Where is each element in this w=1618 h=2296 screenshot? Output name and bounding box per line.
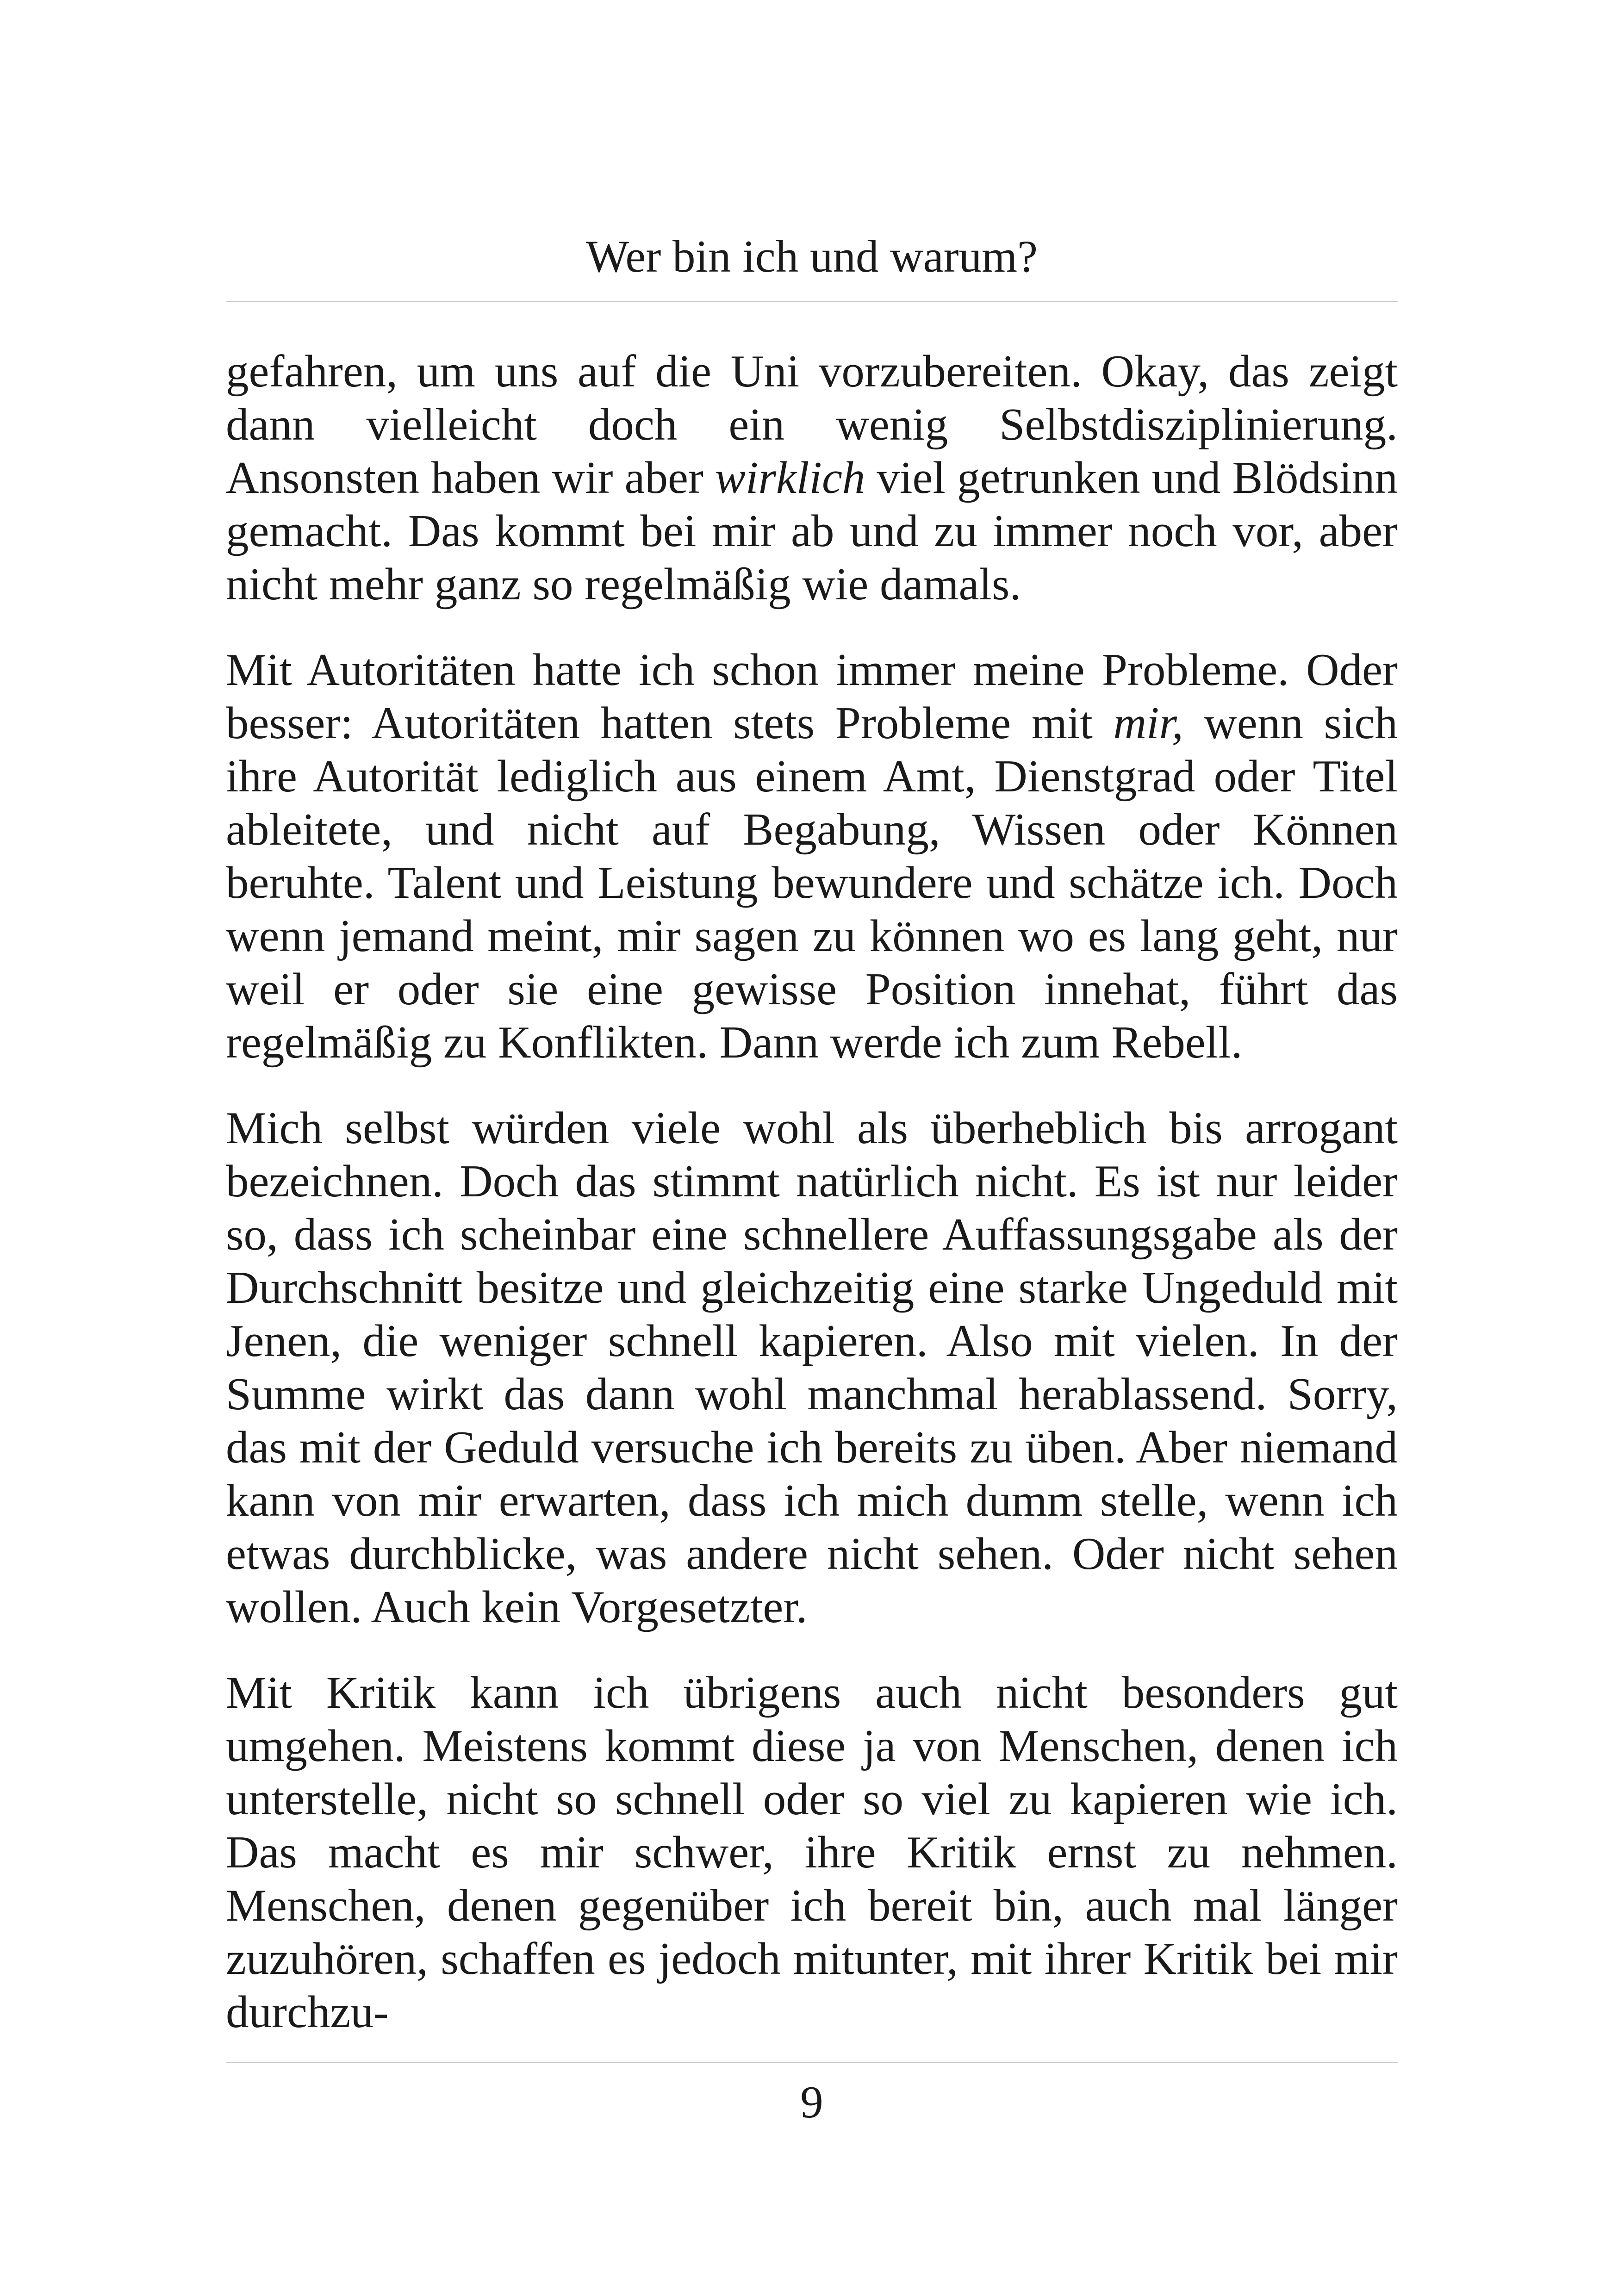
- page-number: 9: [800, 2077, 823, 2128]
- paragraph-2-text-end: wenn sich ihre Autorität lediglich aus einem Amt, Dienstgrad oder Titel ableitete, und nicht auf Begabung, Wissen oder Können beruhte. Talent und Leistung bewundere und schätze ich. Doch wenn jemand meint, mir sagen zu können wo es lang geht, nur weil er oder sie eine gewisse Position innehat, führt das regelmäßig zu Konflikten. Dann werde ich zum Rebell.: [226, 698, 1398, 1068]
- paragraph-4: Mit Kritik kann ich übrigens auch nicht besonders gut umgehen. Meistens kommt diese ja von Menschen, denen ich unterstelle, nicht so schnell oder so viel zu kapieren wie ich. Das macht es mir schwer, ihre Kritik ernst zu nehmen. Menschen, denen gegenüber ich bereit bin, auch mal länger zuzuhören, schaffen es jedoch mitunter, mit ihrer Kritik bei mir durchzu-: [226, 1668, 1398, 2037]
- running-title: Wer bin ich und warum?: [585, 231, 1038, 282]
- emphasis-wirklich: wirklich: [715, 453, 865, 503]
- paragraph-1: [226, 345, 1398, 611]
- paragraph-2: [226, 643, 1398, 1069]
- emphasis-mir: mir,: [1113, 698, 1183, 748]
- footer-rule: [226, 2062, 1398, 2063]
- body-text: [226, 345, 1398, 2039]
- paragraph-2-text-start: Mit Autoritäten hatte ich schon immer meine Probleme. Oder besser: Autoritäten hatten stets Probleme mit: [226, 645, 1398, 748]
- header-rule: [226, 301, 1398, 302]
- paragraph-1-text-end: viel getrunken und Blödsinn gemacht. Das kommt bei mir ab und zu immer noch vor, aber nicht mehr ganz so regelmäßig wie damals.: [226, 453, 1398, 610]
- paragraph-3: Mich selbst würden viele wohl als überheblich bis arrogant bezeichnen. Doch das stimmt natürlich nicht. Es ist nur leider so, dass ich scheinbar eine schnellere Auffassungsgabe als der Durchschnitt besitze und gleichzeitig eine starke Ungeduld mit Jenen, die weniger schnell kapieren. Also mit vielen. In der Summe wirkt das dann wohl manchmal herablassend. Sorry, das mit der Geduld versuche ich bereits zu üben. Aber niemand kann von mir erwarten, dass ich mich dumm stelle, wenn ich etwas durchblicke, was andere nicht sehen. Oder nicht sehen wollen. Auch kein Vorgesetzter.: [226, 1103, 1398, 1632]
- paragraph-1-text-start: gefahren, um uns auf die Uni vorzubereiten. Okay, das zeigt dann vielleicht doch ein wenig Selbstdisziplinierung. Ansonsten haben wir aber: [226, 346, 1398, 503]
